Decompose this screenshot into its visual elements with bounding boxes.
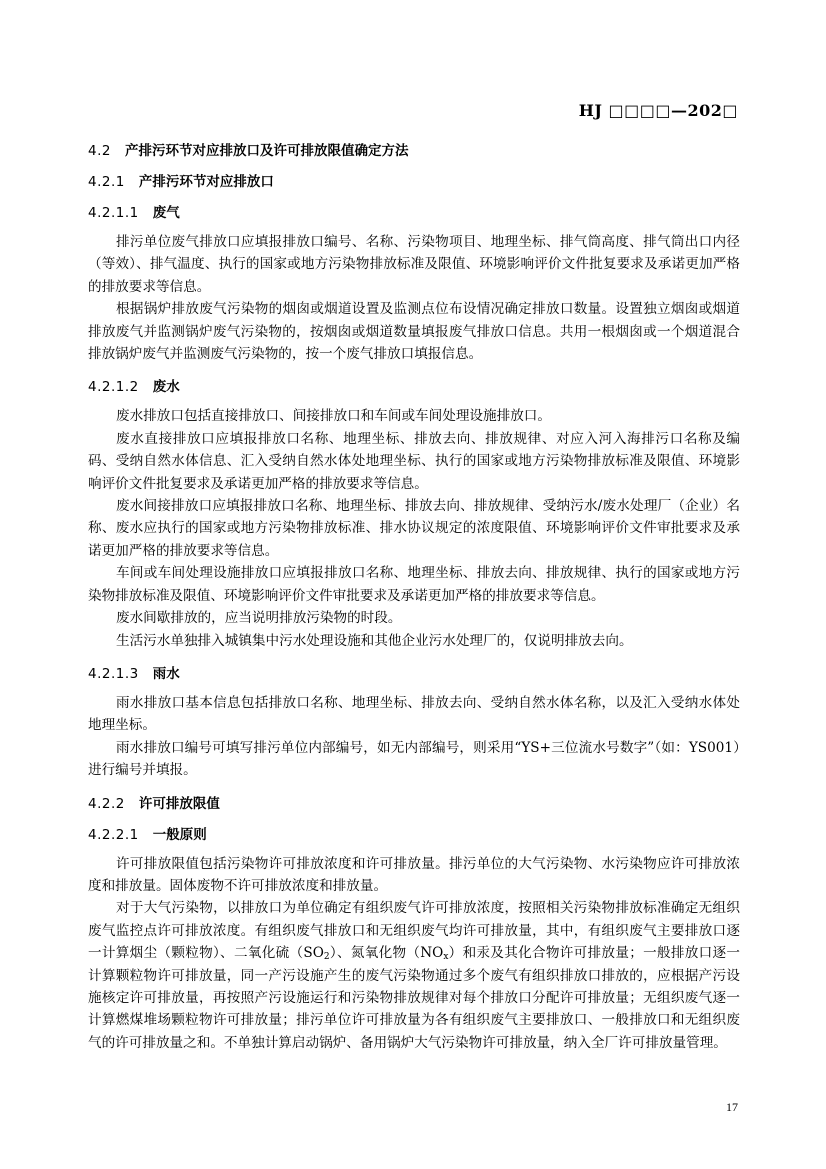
section-heading-4-2-1-2: 4.2.1.2 废水 [88,379,180,396]
paragraph: 排污单位废气排放口应填报排放口编号、名称、污染物项目、地理坐标、排气筒高度、排气筒出口内径（等效）、排气温度、执行的国家或地方污染物排放标准及限值、环境影响评价文件批复要求及承诺更加严格的排放要求等信息。 [88,234,740,295]
paragraph: 废水排放口包括直接排放口、间接排放口和车间或车间处理设施排放口。 [116,408,551,425]
section-heading-4-2-1: 4.2.1 产排污环节对应排放口 [88,174,274,190]
page-number: 17 [726,1100,738,1114]
paragraph: 生活污水单独排入城镇集中污水处理设施和其他企业污水处理厂的，仅说明排放去向。 [116,632,633,649]
section-heading-4-2-1-3: 4.2.1.3 雨水 [88,665,180,682]
paragraph: 废水直接排放口应填报排放口名称、地理坐标、排放去向、排放规律、对应入河入海排污口名称及编码、受纳自然水体信息、汇入受纳自然水体处地理坐标、执行的国家或地方污染物排放标准及限值、环境影响评价文件批复要求及承诺更加严格的排放要求等信息。 [88,430,740,492]
section-heading-4-2-1-1: 4.2.1.1 废气 [88,205,180,221]
section-heading-4-2-2-1: 4.2.2.1 一般原则 [88,826,207,843]
section-heading-4-2-2: 4.2.2 许可排放限值 [88,795,220,812]
paragraph: 车间或车间处理设施排放口应填报排放口名称、地理坐标、排放去向、排放规律、执行的国家或地方污染物排放标准及限值、环境影响评价文件审批要求及承诺更加严格的排放要求等信息。 [88,565,740,604]
document-body [88,140,740,1054]
paragraph: 对于大气污染物，以排放口为单位确定有组织废气许可排放浓度，按照相关污染物排放标准确定无组织废气监控点许可排放浓度。有组织废气排放口和无组织废气均许可排放量，其中，有组织废气主要排放口逐一计算烟尘（颗粒物）、二氧化硫$(SO_2)$、氮氧化物$(NO_x)$和汞及其化合物许可排放量；一般排放口逐一计算颗粒物许可排放量，同一产污设施产生的废气污染物通过多个废气有组织排放口排放的，应根据产污设施核定许可排放量，再按照产污设施运行和污染物排放规律对每个排放口分配许可排放量；无组织废气逐一计算燃煤堆场颗粒物许可排放量；排污单位许可排放量为各有组织废气主要排放口、一般排放口和无组织废气的许可排放量之和。不单独计算启动锅炉、备用锅炉大气污染物许可排放量，纳入全厂许可排放量管理。 [88,900,740,1051]
paragraph: 雨水排放口编号可填写排污单位内部编号，如无内部编号，则采用“YS+三位流水号数字”（如：YS001）进行编号并填报。 [88,739,740,779]
paragraph: 废水间歇排放的，应当说明排放污染物的时段。 [116,610,402,627]
paragraph: 根据锅炉排放废气污染物的烟囱或烟道设置及监测点位布设情况确定排放口数量。设置独立烟囱或烟道排放废气并监测锅炉废气污染物的，按烟囱或烟道数量填报废气排放口信息。共用一根烟囱或一个烟道混合排放锅炉废气并监测废气污染物的，按一个废气排放口填报信息。 [88,301,740,363]
standard-code: HJ □□□□—202□ [578,101,738,120]
section-heading-4-2: 4.2 产排污环节对应排放口及许可排放限值确定方法 [88,143,409,159]
paragraph: 雨水排放口基本信息包括排放口名称、地理坐标、排放去向、受纳自然水体名称，以及汇入受纳水体处地理坐标。 [88,694,740,734]
paragraph: 许可排放限值包括污染物许可排放浓度和许可排放量。排污单位的大气污染物、水污染物应许可排放浓度和排放量。固体废物不许可排放浓度和排放量。 [88,855,740,894]
paragraph: 废水间接排放口应填报排放口名称、地理坐标、排放去向、排放规律、受纳污水/废水处理厂（企业）名称、废水应执行的国家或地方污染物排放标准、排水协议规定的浓度限值、环境影响评价文件审批要求及承诺更加严格的排放要求等信息。 [88,498,740,559]
